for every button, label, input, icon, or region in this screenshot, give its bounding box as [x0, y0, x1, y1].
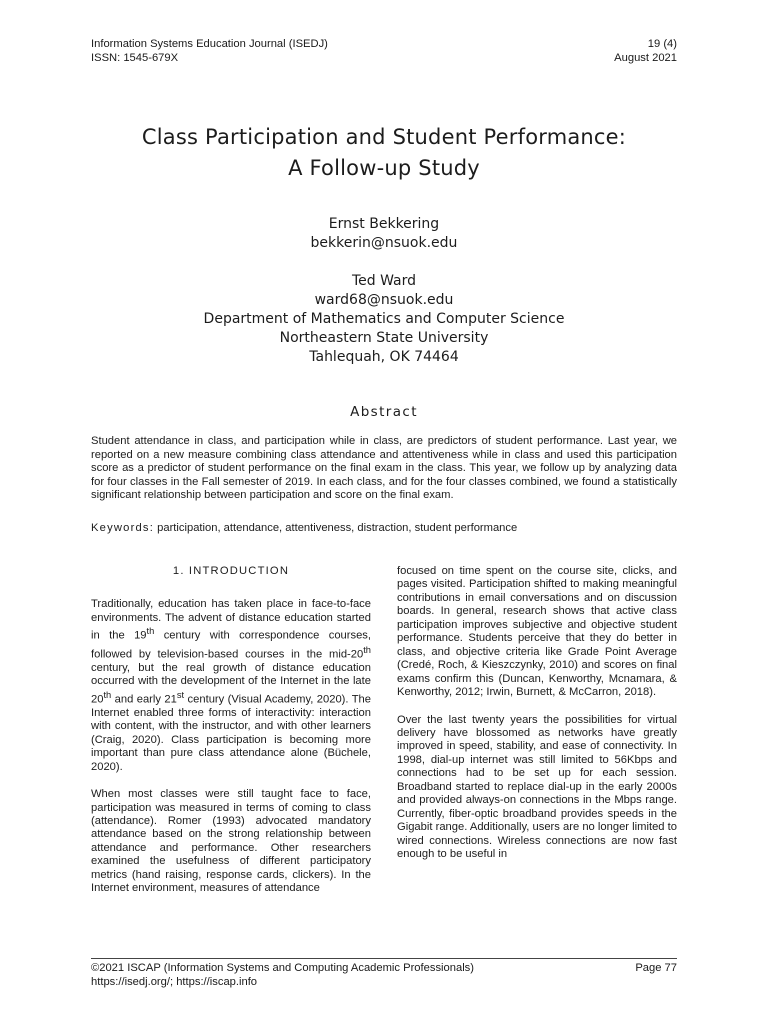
body-column-left — [91, 565, 371, 910]
running-header-right — [614, 37, 677, 65]
author-email: ward68@nsuok.edu — [314, 292, 454, 308]
author-name: Ernst Bekkering — [328, 216, 440, 232]
issn: ISSN: 1545-679X — [91, 52, 179, 64]
keywords-label: Keywords: — [91, 522, 155, 534]
issue-date: August 2021 — [614, 52, 677, 64]
page-number: Page 77 — [635, 962, 677, 974]
author-spacer — [60, 253, 708, 272]
body-paragraph: focused on time spent on the course site, clicks, and pages visited. Participation shifted to making meaningful contributions in email conversations and on discussion boards. In general, research shows that active class participation improves subjective and objective student performance. Students perceive that they do better in class, and objective criteria like Grade Point Average (Credé, Roch, & Kieszczynky, 2010) and scores on final exams confirm this (Duncan, Kenworthy, Mcnamara, & Kenworthy, 2012; Irwin, Burnett, & McCarron, 2018). — [397, 565, 677, 699]
paper-title — [60, 122, 708, 184]
running-header-left — [91, 37, 328, 65]
title-line-1: Class Participation and Student Performance: — [141, 125, 627, 149]
superscript: th — [363, 644, 371, 655]
journal-name: Information Systems Education Journal (ISEDJ) — [91, 38, 328, 50]
author-location: Tahlequah, OK 74464 — [309, 349, 459, 365]
body-paragraph: Over the last twenty years the possibilities for virtual delivery have blossomed as networks have greatly improved in speed, stability, and ease of connectivity. In 1998, dial-up internet was still limited to 56Kbps and connections had to be set up for each session. Broadband started to replace dial-up in the early 2000s and provided always-on connections in the Mbps range. Currently, fiber-optic broadband provides speeds in the Gigabit range. Additionally, users are no longer limited to wired connections. Wireless connections are now fast enough to be useful in — [397, 713, 677, 861]
author-university: Northeastern State University — [279, 330, 489, 346]
abstract-heading: Abstract — [350, 404, 418, 420]
superscript: th — [103, 689, 112, 700]
title-line-2: A Follow-up Study — [288, 156, 480, 180]
author-name: Ted Ward — [351, 273, 417, 289]
body-paragraph: Traditionally, education has taken place in face-to-face environments. The advent of distance education started in the 19th century with correspondence courses, followed by television-based courses in the mid-20th century, but the real growth of distance education occurred with the development of the Internet in the late 20th and early 21st century (Visual Academy, 2020). The Internet enabled three forms of interactivity: interaction with content, with the instructor, and with other learners (Craig, 2020). Class participation is becoming more important than pure class attendance alone (Büchele, 2020). — [91, 598, 371, 773]
section-heading: 1. INTRODUCTION — [172, 565, 290, 577]
footer-rule — [91, 958, 677, 959]
author-email: bekkerin@nsuok.edu — [310, 235, 458, 251]
body-paragraph: When most classes were still taught face to face, participation was measured in terms of coming to class (attendance). Romer (1993) advocated mandatory attendance based on the strong relationship between attendance and performance. Other researchers examined the usefulness of different participatory metrics (hand raising, response cards, clickers). In the Internet environment, measures of attendance — [91, 788, 371, 895]
abstract-body: Student attendance in class, and participation while in class, are predictors of student performance. Last year, we reported on a new measure combining class attendance and attentiveness while in class and used this participation score as a predictor of student performance on the final exam in the class. This year, we follow up by analyzing data for four classes in the Fall semester of 2019. In each class, and for the four classes combined, we found a statistically significant relationship between participation and score on the final exam. — [91, 435, 677, 501]
author-block — [60, 215, 708, 367]
footer-links: https://isedj.org/; https://iscap.info — [91, 975, 258, 988]
volume-issue: 19 (4) — [647, 38, 677, 50]
keywords-text: participation, attendance, attentiveness, distraction, student performance — [157, 522, 518, 534]
author-department: Department of Mathematics and Computer Science — [203, 311, 565, 327]
footer-copyright: ©2021 ISCAP (Information Systems and Computing Academic Professionals) — [91, 962, 474, 974]
keywords-line — [91, 522, 677, 536]
footer-left — [91, 962, 474, 989]
body-column-right — [397, 565, 677, 876]
superscript: st — [176, 689, 185, 700]
superscript: th — [146, 626, 155, 637]
